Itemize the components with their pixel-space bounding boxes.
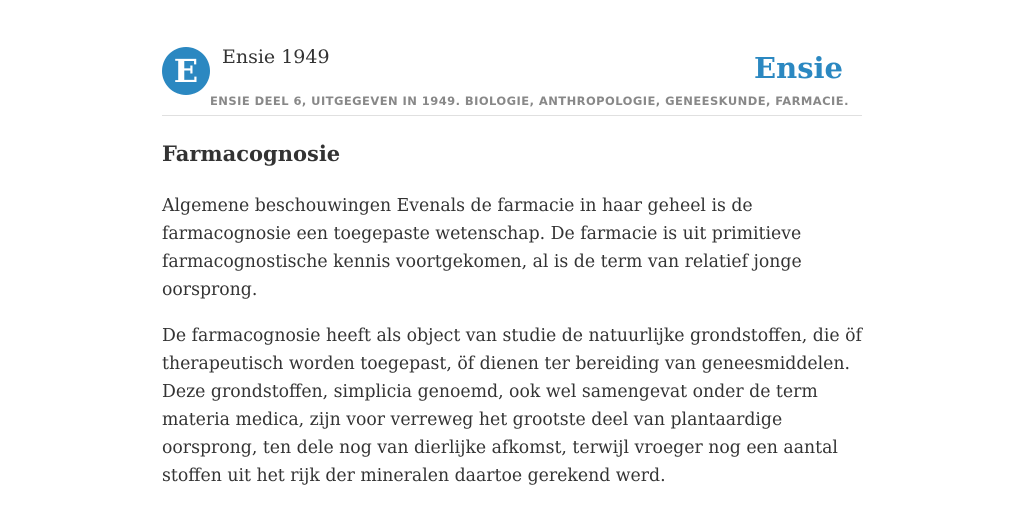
- brand-link[interactable]: Ensie: [754, 51, 843, 85]
- ensie-logo-icon[interactable]: E: [162, 47, 210, 95]
- entry-body: [162, 192, 864, 508]
- body-paragraph: De farmacognosie heeft als object van studie de natuurlijke grondstoffen, die öf therapeutisch worden toegepast, öf dienen ter bereiding van geneesmiddelen. Deze grondstoffen, simplicia genoemd, ook wel samengevat onder de term materia medica, zijn voor verreweg het grootste deel van plantaardige oorsprong, ten dele nog van dierlijke afkomst, terwijl vroeger nog een aantal stoffen uit het rijk der mineralen daartoe gerekend werd.: [162, 326, 862, 486]
- body-paragraph: Algemene beschouwingen Evenals de farmacie in haar geheel is de farmacognosie een toegepaste wetenschap. De farmacie is uit primitieve farmacognostische kennis voortgekomen, al is de term van relatief jonge oorsprong.: [162, 196, 802, 300]
- source-subtitle: ENSIE DEEL 6, UITGEGEVEN IN 1949. BIOLOGIE, ANTHROPOLOGIE, GENEESKUNDE, FARMACIE.: [210, 94, 849, 108]
- entry-title: Farmacognosie: [162, 141, 341, 166]
- source-title: Ensie 1949: [222, 46, 330, 68]
- header-divider: [162, 115, 862, 116]
